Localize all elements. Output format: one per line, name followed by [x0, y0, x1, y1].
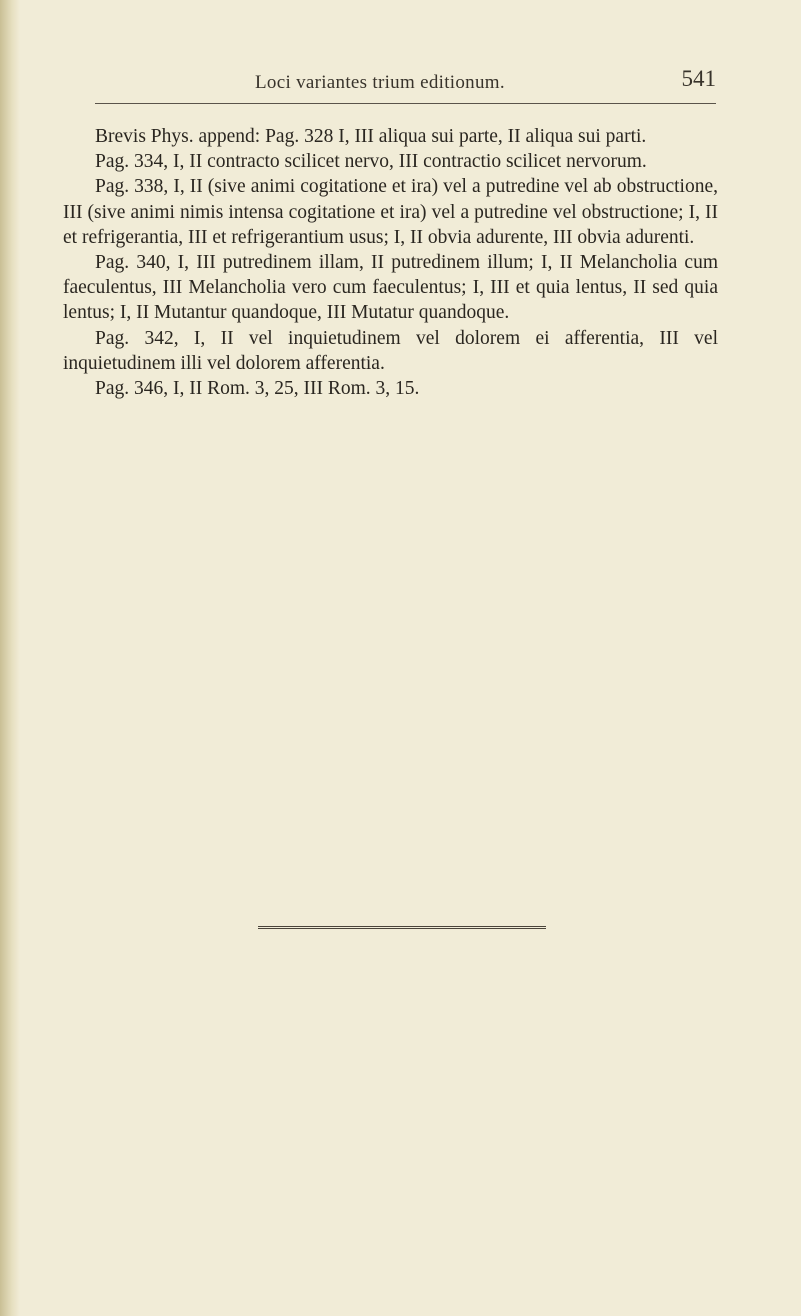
- variant-entry-342: Pag. 342, I, II vel inquietudinem vel dolorem ei afferentia, III vel inquietudinem illi vel dolorem afferentia.: [63, 327, 718, 374]
- running-title: Loci variantes trium editionum.: [255, 72, 505, 93]
- variant-readings: [63, 124, 718, 401]
- running-header: [95, 64, 716, 104]
- variant-entry-340: Pag. 340, I, III putredinem illam, II putredinem illum; I, II Melancholia cum faeculentus, III Melancholia vero cum faeculentus; I, III et quia lentus, II sed quia lentus; I, II Mutantur quandoque, III Mutatur quandoque.: [63, 252, 718, 324]
- variant-entry-338: Pag. 338, I, II (sive animi cogitatione et ira) vel a putredine vel ab obstructione, III (sive animi nimis intensa cogitatione et ira) vel a putredine vel obstructione; I, II et refrigerantia, III et refrigerantium usus; I, II obvia adurente, III obvia adurenti.: [63, 176, 718, 248]
- header-rule: [95, 103, 716, 104]
- variant-entry-346: Pag. 346, I, II Rom. 3, 25, III Rom. 3, 15.: [95, 378, 420, 400]
- page-number: 541: [681, 66, 716, 91]
- end-rule: [258, 926, 546, 929]
- page-edge-shadow: [0, 0, 20, 1316]
- variant-entry-328: Brevis Phys. append: Pag. 328 I, III aliqua sui parte, II aliqua sui parti.: [95, 126, 647, 147]
- variant-entry-334: Pag. 334, I, II contracto scilicet nervo, III contractio scilicet nervorum.: [95, 151, 647, 173]
